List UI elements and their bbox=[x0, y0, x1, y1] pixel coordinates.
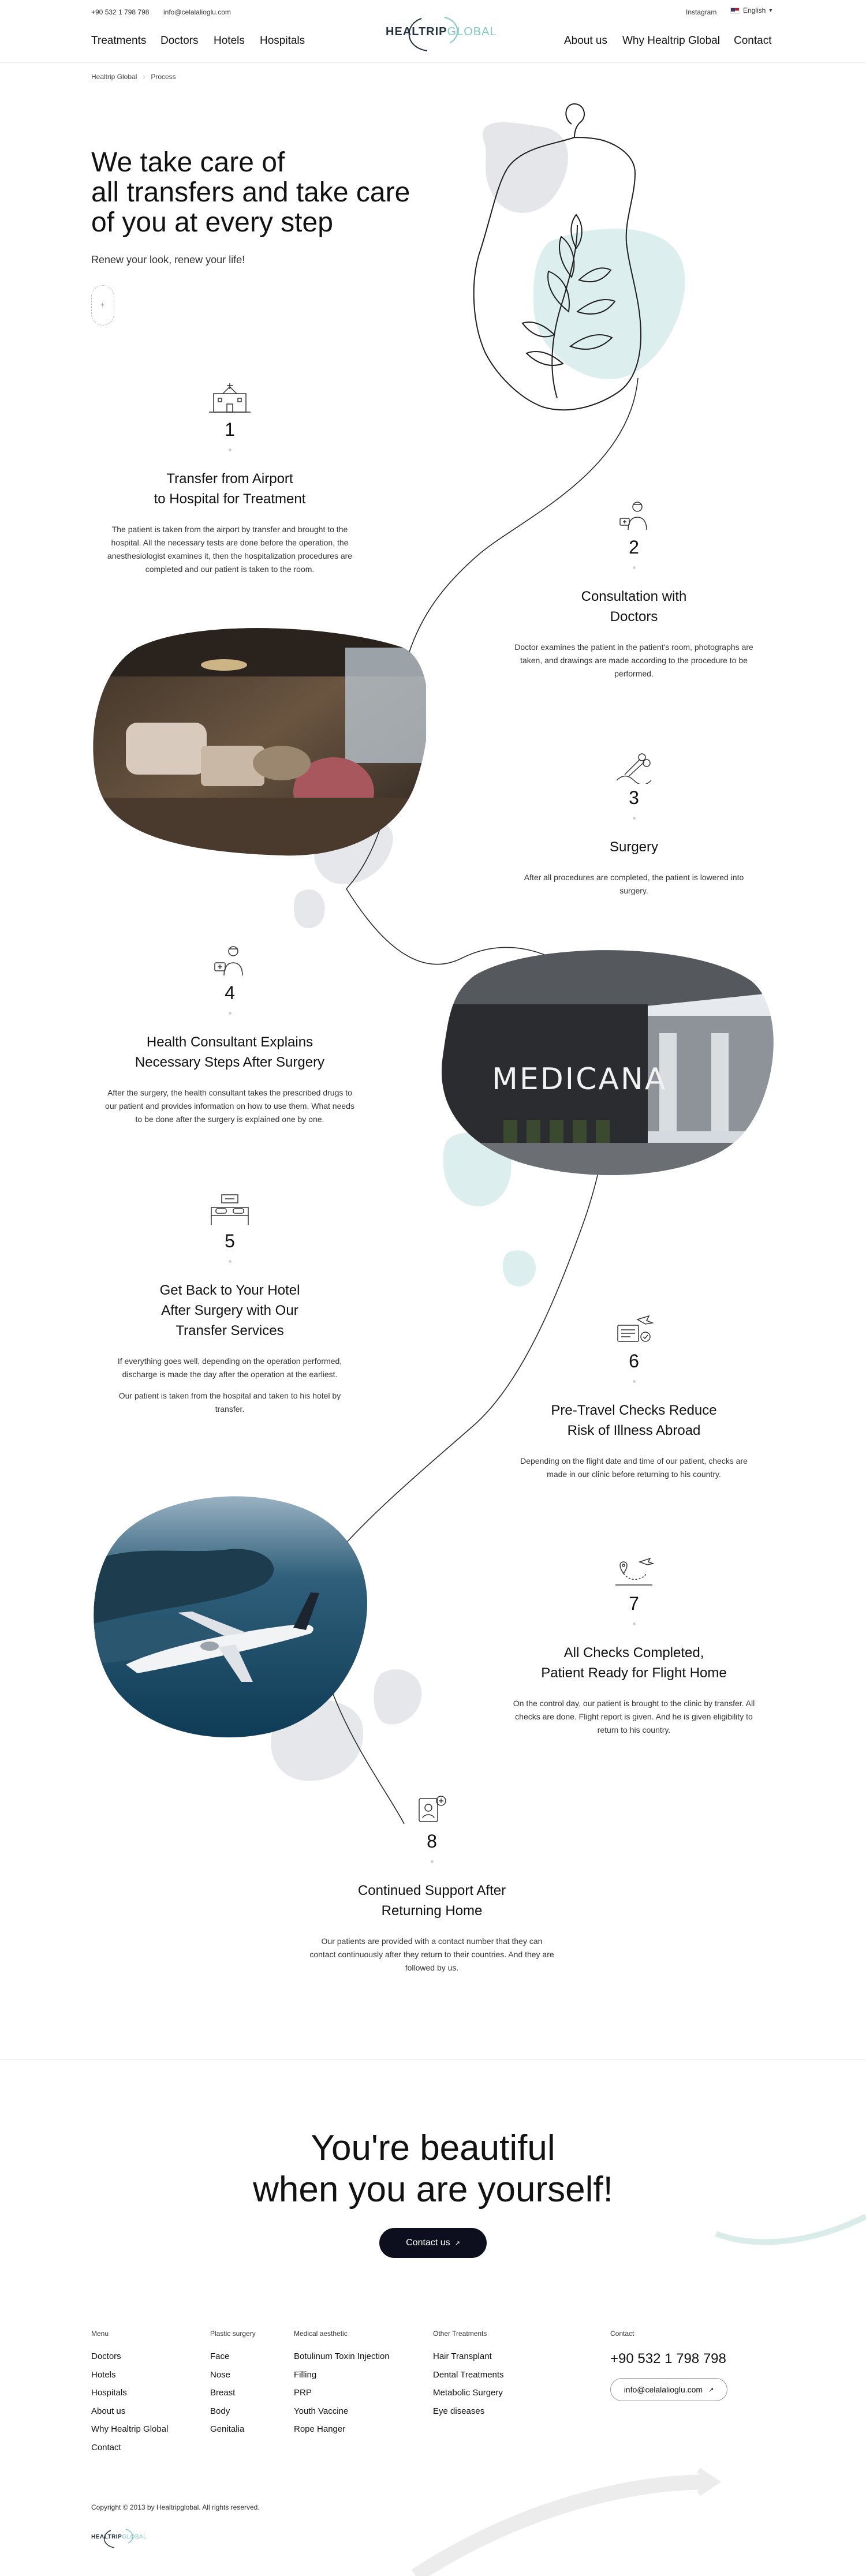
footer-arc-2 bbox=[416, 2482, 710, 2576]
footer-link[interactable]: Metabolic Surgery bbox=[433, 2388, 503, 2398]
chevron-down-icon: ▾ bbox=[769, 7, 772, 14]
step-title: Continued Support After Returning Home bbox=[357, 1883, 506, 1919]
nav-contact[interactable]: Contact bbox=[734, 35, 772, 47]
contact-us-button[interactable] bbox=[379, 2228, 487, 2258]
hospital-building-icon bbox=[207, 381, 253, 416]
footer-plastic-heading: Plastic surgery bbox=[210, 2330, 256, 2338]
step-dot bbox=[229, 1260, 232, 1263]
step-title: Consultation with Doctors bbox=[581, 589, 687, 625]
footer-contact-heading: Contact bbox=[610, 2330, 634, 2338]
footer-other-column bbox=[433, 2330, 504, 2424]
travel-checks-icon bbox=[611, 1313, 657, 1347]
hotel-bed-icon bbox=[207, 1192, 253, 1227]
doctor-consultation-icon bbox=[611, 499, 657, 533]
step-dot bbox=[633, 566, 636, 569]
step-3 bbox=[495, 749, 772, 898]
nav-about[interactable]: About us bbox=[564, 35, 607, 47]
footer-link[interactable]: PRP bbox=[294, 2388, 312, 2398]
nav-treatments[interactable]: Treatments bbox=[91, 35, 147, 47]
step-dot bbox=[229, 448, 232, 451]
step-number: 3 bbox=[629, 787, 639, 808]
step-description: After the surgery, the health consultant takes the prescribed drugs to our patient and provides information on how to use them. What needs to be done after the surgery is explained one by one. bbox=[105, 1088, 354, 1124]
footer-link[interactable]: Hospitals bbox=[91, 2388, 127, 2398]
footer-link[interactable]: Face bbox=[210, 2351, 230, 2361]
contact-us-label: Contact us bbox=[406, 2238, 450, 2248]
step-description: Doctor examines the patient in the patient's room, photographs are taken, and drawings are made according to the procedure to be performed. bbox=[514, 642, 753, 678]
step-description: Our patients are provided with a contact number that they can contact continuously after they return to their countries. And they are followed by us. bbox=[309, 1936, 554, 1972]
step-5 bbox=[91, 1192, 368, 1416]
hero-blob-mint bbox=[533, 229, 685, 379]
footer-link[interactable]: Breast bbox=[210, 2388, 236, 2398]
breadcrumb-separator: › bbox=[143, 73, 145, 81]
breadcrumb-home[interactable]: Healtrip Global bbox=[91, 73, 137, 81]
health-consultant-icon bbox=[207, 944, 253, 979]
step-description: Depending on the flight date and time of our patient, checks are made in our clinic before returning to his country. bbox=[520, 1456, 748, 1479]
footer-contact-column bbox=[610, 2330, 634, 2351]
step-8 bbox=[293, 1793, 570, 1975]
footer-link[interactable]: Rope Hanger bbox=[294, 2424, 346, 2434]
step-2 bbox=[495, 499, 772, 681]
step-6 bbox=[495, 1313, 772, 1481]
nav-doctors[interactable]: Doctors bbox=[160, 35, 199, 47]
step-description: If everything goes well, depending on the operation performed, discharge is made the day after the operation at the earliest. bbox=[117, 1356, 342, 1379]
footer-menu-heading: Menu bbox=[91, 2330, 109, 2338]
footer-plastic-column bbox=[210, 2330, 256, 2443]
hero-subtitle: Renew your look, renew your life! bbox=[91, 254, 245, 266]
nav-hospitals[interactable]: Hospitals bbox=[260, 35, 305, 47]
step-dot bbox=[633, 817, 636, 820]
surgery-scissors-icon bbox=[611, 749, 657, 784]
hotel-room-photo bbox=[91, 625, 426, 858]
footer-logo-text: HEALTRIPGLOBAL bbox=[91, 2534, 147, 2540]
uk-flag-icon bbox=[730, 8, 740, 14]
footer-menu-column bbox=[91, 2330, 168, 2461]
flight-location-icon bbox=[611, 1555, 657, 1590]
scroll-down-button[interactable] bbox=[91, 285, 114, 326]
step-dot bbox=[633, 1622, 636, 1625]
airplane-photo bbox=[91, 1491, 371, 1738]
footer-logo[interactable] bbox=[91, 2527, 149, 2550]
arrow-up-right-icon: ↗ bbox=[454, 2239, 460, 2247]
blob-grey-4 bbox=[374, 1669, 421, 1724]
footer-link[interactable]: Genitalia bbox=[210, 2424, 245, 2434]
topbar-phone[interactable]: +90 532 1 798 798 bbox=[91, 8, 150, 16]
plus-icon: + bbox=[100, 301, 105, 309]
nav-hotels[interactable]: Hotels bbox=[214, 35, 245, 47]
breadcrumb-current: Process bbox=[151, 73, 176, 81]
closing-headline: You're beautiful when you are yourself! bbox=[253, 2128, 613, 2209]
topbar-email[interactable]: info@celalalioglu.com bbox=[163, 8, 231, 16]
step-number: 4 bbox=[225, 982, 235, 1003]
step-title: Transfer from Airport to Hospital for Treatment bbox=[154, 471, 306, 507]
step-number: 6 bbox=[629, 1351, 639, 1371]
page-title: We take care of all transfers and take care of you at every step bbox=[91, 147, 410, 238]
nav-why[interactable]: Why Healtrip Global bbox=[622, 35, 720, 47]
footer-email-button[interactable] bbox=[610, 2378, 727, 2401]
step-4 bbox=[91, 944, 368, 1126]
step-dot bbox=[431, 1860, 434, 1863]
breadcrumb bbox=[91, 73, 176, 81]
logo[interactable] bbox=[381, 13, 497, 54]
arrow-up-right-icon: ↗ bbox=[708, 2386, 714, 2394]
step-description: On the control day, our patient is brought to the clinic by transfer. All checks are done. Flight report is given. And he is given eligibility to return to his country. bbox=[513, 1699, 755, 1734]
footer-arc-1 bbox=[716, 2216, 866, 2242]
footer-aesthetic-heading: Medical aesthetic bbox=[294, 2330, 348, 2338]
footer-link[interactable]: About us bbox=[91, 2406, 126, 2416]
continued-support-icon bbox=[409, 1793, 455, 1827]
step-dot bbox=[633, 1380, 636, 1383]
blob-grey-2 bbox=[294, 889, 325, 928]
step-title: Health Consultant Explains Necessary Steps After Surgery bbox=[135, 1034, 325, 1070]
footer-link[interactable]: Why Healtrip Global bbox=[91, 2424, 169, 2434]
footer-link[interactable]: Contact bbox=[91, 2442, 121, 2452]
step-title: Surgery bbox=[609, 839, 659, 855]
footer-phone[interactable]: +90 532 1 798 798 bbox=[610, 2351, 726, 2366]
blob-mint-2 bbox=[503, 1250, 536, 1287]
footer-link[interactable]: Eye diseases bbox=[433, 2406, 485, 2416]
step-number: 7 bbox=[629, 1593, 639, 1614]
footer-link[interactable]: Doctors bbox=[91, 2351, 121, 2361]
step-1 bbox=[91, 381, 368, 576]
step-title: Get Back to Your Hotel After Surgery with Our Transfer Services bbox=[159, 1283, 300, 1339]
footer-link[interactable]: Youth Vaccine bbox=[294, 2406, 349, 2416]
step-dot bbox=[229, 1012, 232, 1015]
logo-text: HEALTRIPGLOBAL bbox=[386, 25, 497, 38]
language-label: English bbox=[743, 6, 766, 14]
language-selector[interactable] bbox=[730, 6, 772, 14]
step-title: Pre-Travel Checks Reduce Risk of Illness Abroad bbox=[551, 1403, 717, 1438]
footer-link[interactable]: Botulinum Toxin Injection bbox=[294, 2351, 390, 2361]
step-title: All Checks Completed, Patient Ready for Flight Home bbox=[541, 1645, 727, 1681]
footer-link[interactable]: Filling bbox=[294, 2369, 317, 2380]
step-number: 5 bbox=[225, 1231, 235, 1251]
step-number: 2 bbox=[629, 537, 639, 558]
section-divider bbox=[0, 2059, 866, 2060]
topbar-instagram-link[interactable]: Instagram bbox=[686, 8, 717, 16]
step-7 bbox=[495, 1555, 772, 1737]
header-divider bbox=[0, 62, 866, 63]
hospital-photo bbox=[440, 947, 775, 1176]
step-description: After all procedures are completed, the patient is lowered into surgery. bbox=[524, 873, 744, 895]
hospital-sign-text: MEDICANA bbox=[492, 1062, 667, 1097]
step-number: 8 bbox=[427, 1831, 437, 1852]
step-description-extra: Our patient is taken from the hospital and taken to his hotel by transfer. bbox=[118, 1391, 341, 1414]
footer-other-heading: Other Treatments bbox=[433, 2330, 487, 2338]
footer-link[interactable]: Nose bbox=[210, 2369, 231, 2380]
step-number: 1 bbox=[225, 419, 235, 440]
step-description: The patient is taken from the airport by transfer and brought to the hospital. All the necessary tests are done before the operation, the anesthesiologist examines it, then the hospitalization procedures are completed and our patient is taken to the room. bbox=[107, 525, 353, 574]
footer-link[interactable]: Dental Treatments bbox=[433, 2369, 504, 2380]
footer-link[interactable]: Hotels bbox=[91, 2369, 116, 2380]
footer-link[interactable]: Hair Transplant bbox=[433, 2351, 492, 2361]
copyright: Copyright © 2013 by Healtripglobal. All rights reserved. bbox=[91, 2503, 260, 2511]
footer-aesthetic-column bbox=[294, 2330, 390, 2443]
footer-link[interactable]: Body bbox=[210, 2406, 230, 2416]
footer-email-label: info@celalalioglu.com bbox=[624, 2385, 703, 2394]
